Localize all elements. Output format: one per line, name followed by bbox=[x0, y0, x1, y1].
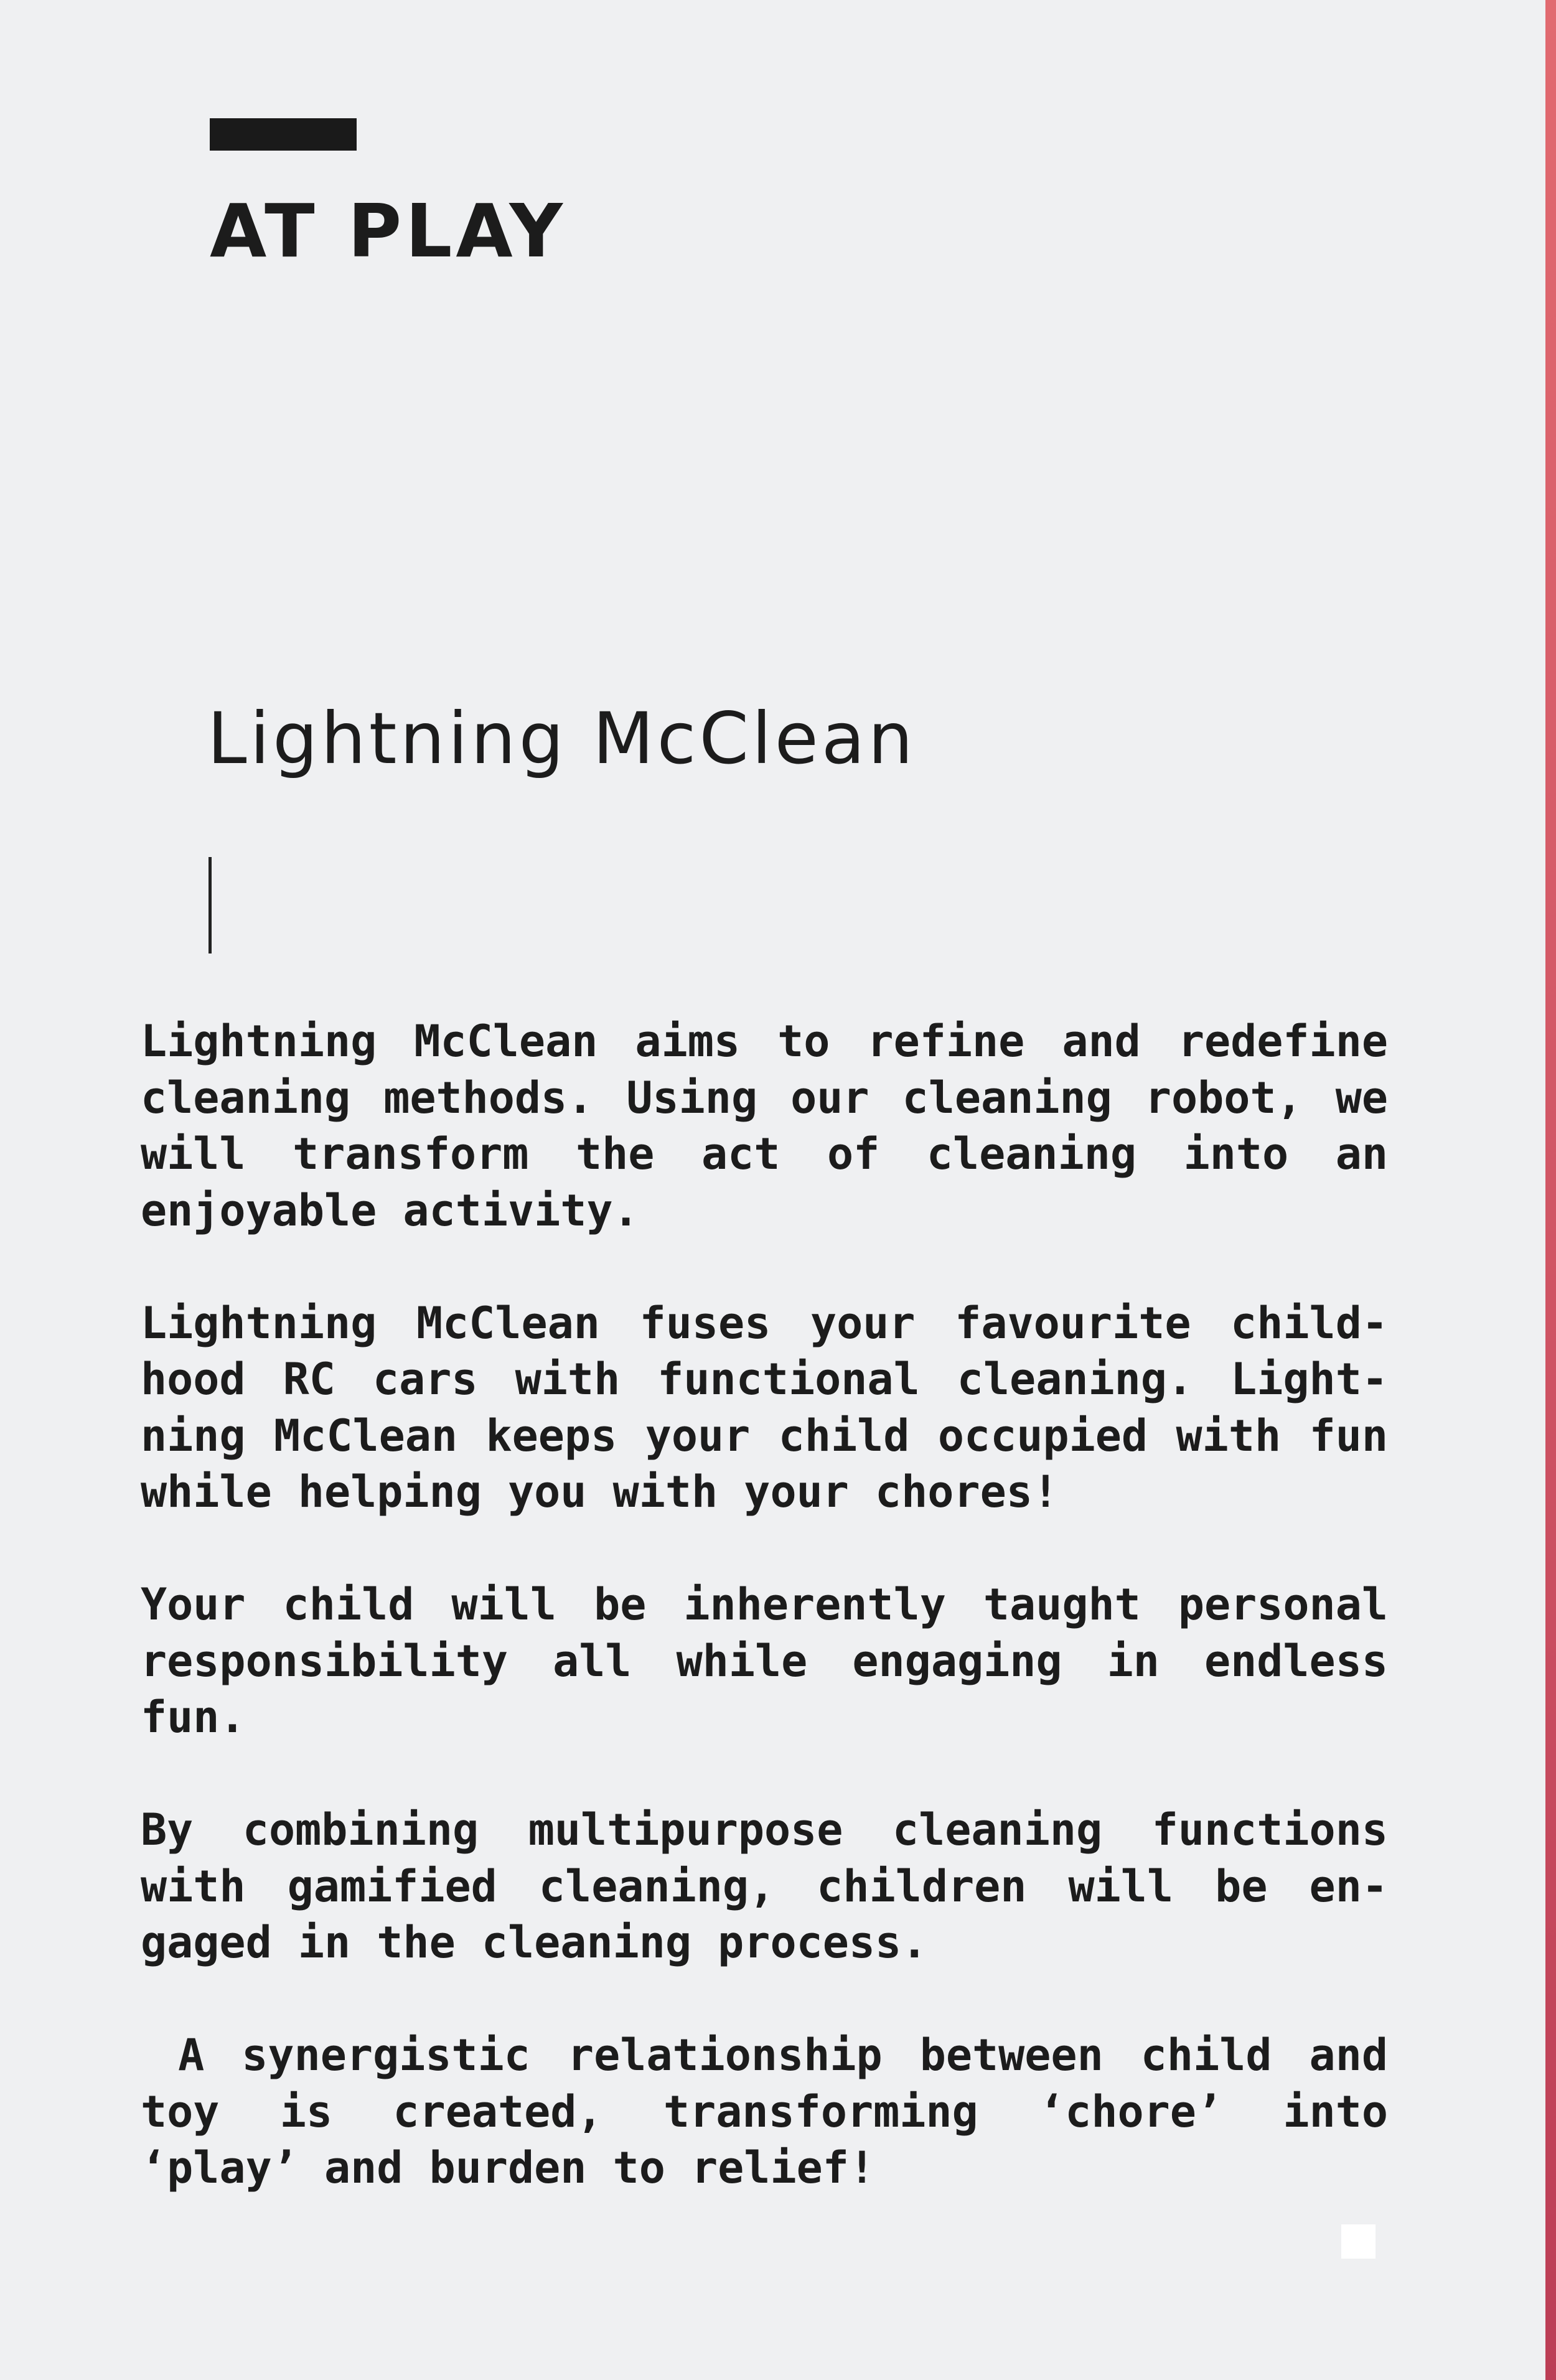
header-accent-bar bbox=[210, 118, 357, 151]
body-paragraph: Lightning McClean fuses your favourite child-hood RC cars with functional cleaning. Light-ning McClean keeps your child occupied with fun while helping you with your chores! bbox=[141, 1297, 1415, 1517]
body-paragraph: Lightning McClean aims to refine and redefine cleaning methods. Using our cleaning robot, we will transform the act of cleaning into an enjoyable activity. bbox=[141, 1016, 1415, 1236]
section-label: AT PLAY bbox=[210, 188, 566, 274]
body-paragraph: A synergistic relationship between child and toy is created, transforming ‘chore’ into ‘play’ and burden to relief! bbox=[141, 2030, 1415, 2193]
body-paragraph: Your child will be inherently taught personal responsibility all while engaging in endless fun. bbox=[141, 1579, 1415, 1743]
body-paragraph: By combining multipurpose cleaning functions with gamified cleaning, children will be en-gaged in the cleaning process. bbox=[141, 1804, 1415, 1968]
edge-accent-stripe bbox=[1545, 0, 1556, 2380]
vertical-accent-line bbox=[209, 857, 212, 953]
decorative-square bbox=[1341, 2224, 1376, 2259]
body-text bbox=[141, 1013, 1415, 2252]
product-title: Lightning McClean bbox=[207, 697, 916, 780]
